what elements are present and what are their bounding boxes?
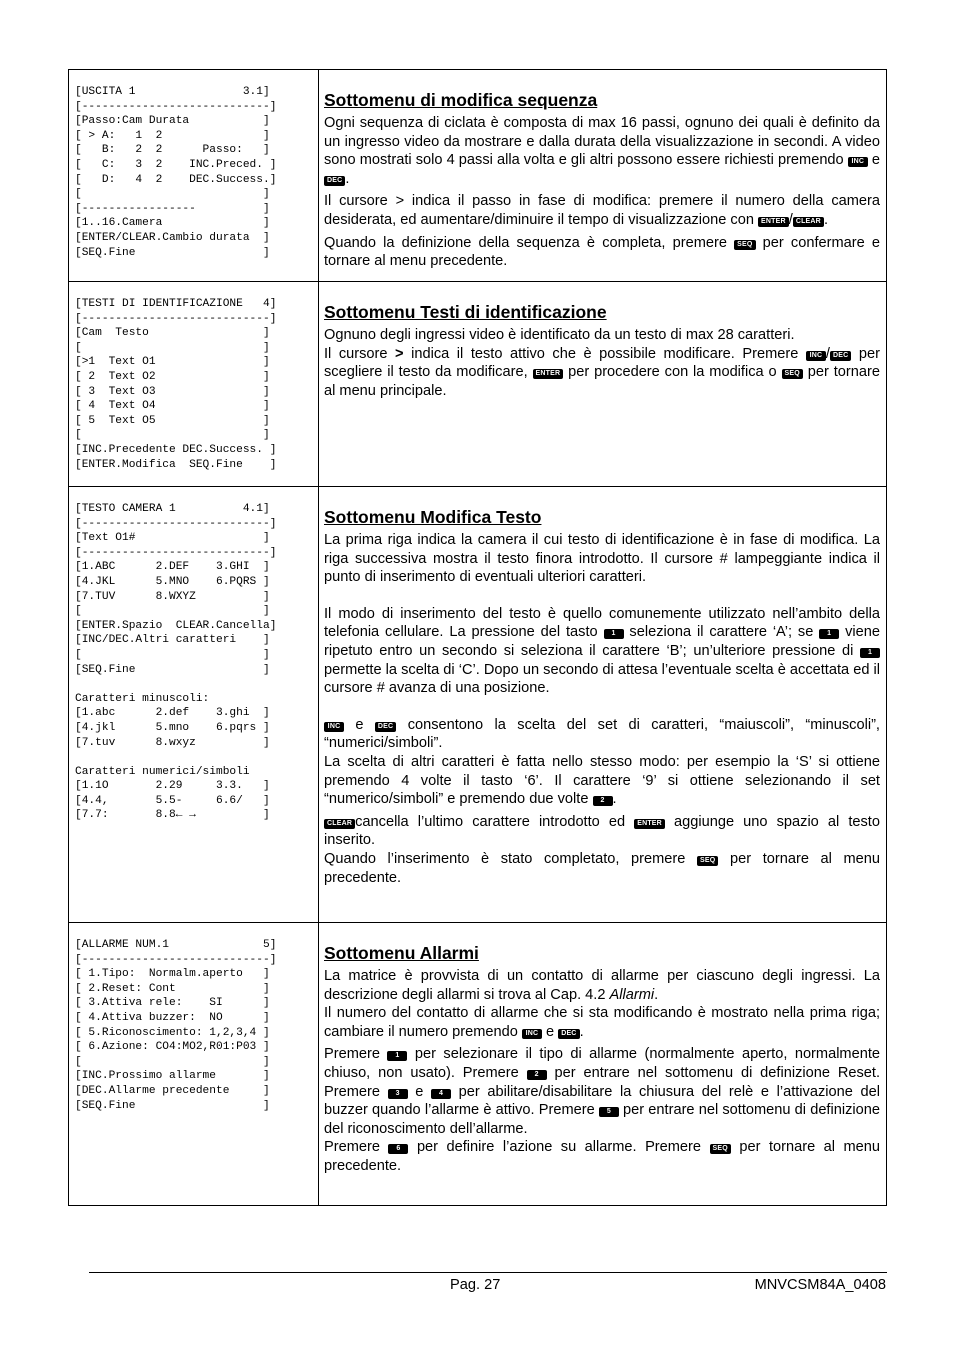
key-6-icon: 6 xyxy=(388,1144,408,1154)
enter-key-icon: ENTER xyxy=(634,819,665,829)
paragraph: Quando la definizione della sequenza è completa, premere SEQ per confermare e tornare al menu precedente. xyxy=(324,234,880,270)
key-1-icon: 1 xyxy=(860,648,880,658)
dec-key-icon: DEC xyxy=(830,351,851,361)
clear-key-icon: CLEAR xyxy=(793,217,824,227)
dec-key-icon: DEC xyxy=(324,176,345,186)
document-code: MNVCSM84A_0408 xyxy=(754,1277,886,1293)
description-cell xyxy=(319,487,887,923)
key-2-icon: 2 xyxy=(527,1070,547,1080)
paragraph: Il cursore > indica il testo attivo che è possibile modificare. Premere INC / DEC per scegliere il testo da modificare, ENTER per procedere con la modifica o SEQ per tornare al menu principale. xyxy=(324,345,880,399)
key-2-icon: 2 xyxy=(593,796,613,806)
paragraph: INC e DEC consentono la scelta del set di caratteri, “maiuscoli”, “minuscoli”, “numerici/simboli”. xyxy=(324,716,880,752)
dec-key-icon: DEC xyxy=(558,1029,579,1039)
screen-mockup: [ALLARME NUM.1 5] [----------------------------] [ 1.Tipo: Normalm.aperto ] [ 2.Reset: Cont ] [ 3.Attiva rele: SI ] [ 4.Attiva buzzer: NO ] [ 5.Riconoscimento: 1,2,3,4 ] [ 6.Azione: CO4:MO2,R01:P03 ] [ ] [INC.Prossimo allarme ] [DEC.Allarme precedente ] [SEQ.Fine ] xyxy=(75,939,277,1112)
section-title: Sottomenu Testi di identificazione xyxy=(324,302,607,322)
paragraph: Ognuno degli ingressi video è identificato da un testo di max 28 caratteri. xyxy=(324,327,795,343)
screen-cell xyxy=(69,487,319,923)
paragraph: Quando l’inserimento è stato completato, premere SEQ per tornare al menu precedente. xyxy=(324,850,880,886)
seq-key-icon: SEQ xyxy=(782,369,803,379)
inc-key-icon: INC xyxy=(522,1029,542,1039)
screen-cell xyxy=(69,70,319,282)
inc-key-icon: INC xyxy=(806,351,826,361)
clear-key-icon: CLEAR xyxy=(324,819,355,829)
manual-table xyxy=(68,69,887,1206)
description-cell xyxy=(319,70,887,282)
paragraph: Ogni sequenza di ciclata è composta di max 16 passi, ognuno dei quali è definito da un ingresso video da mostrare e dalla durata della visualizzazione in secondi. A video sono mostrati solo 4 passi alla volta e gli altri possono essere richiesti premendo INC e DEC . xyxy=(324,115,881,187)
paragraph: Il cursore > indica il passo in fase di modifica: premere il numero della camera desiderata, ed aumentare/diminuire il tempo di visualizzazione con ENTER / CLEAR . xyxy=(324,193,880,228)
key-1-icon: 1 xyxy=(604,629,624,639)
key-3-icon: 3 xyxy=(388,1089,408,1099)
section-title: Sottomenu Allarmi xyxy=(324,943,479,963)
section-title: Sottomenu Modifica Testo xyxy=(324,507,542,527)
screen-mockup: [TESTO CAMERA 1 4.1] [----------------------------] [Text O1# ] [----------------------------] [1.ABC 2.DEF 3.GHI ] [4.JKL 5.MNO 6.PQRS ] [7.TUV 8.WXYZ ] [ ] [ENTER.Spazio CLEAR.Cancella] [INC/DEC.Altri caratteri ] [ ] [SEQ.Fine ] Caratteri minuscoli: [1.abc 2.def 3.ghi ] [4.jkl 5.mno 6.pqrs ] [7.tuv 8.wxyz ] Caratteri numerici/simboli [1.1O 2.29 3.3. ] [4.4, 5.5- 6.6/ ] [7.7: 8.8← → ] xyxy=(75,503,277,822)
section-title: Sottomenu di modifica sequenza xyxy=(324,90,598,110)
dec-key-icon: DEC xyxy=(375,722,396,732)
paragraph: La matrice è provvista di un contatto di allarme per ciascuno degli ingressi. La descrizione degli allarmi si trova al Cap. 4.2 Allarmi. xyxy=(324,968,880,1003)
key-1-icon: 1 xyxy=(819,629,839,639)
enter-key-icon: ENTER xyxy=(533,369,564,379)
inc-key-icon: INC xyxy=(324,722,344,732)
section-allarmi xyxy=(69,923,887,1206)
section-testi xyxy=(69,282,887,487)
paragraph: Premere 6 per definire l’azione su allarme. Premere SEQ per tornare al menu precedente. xyxy=(324,1139,881,1174)
description-cell xyxy=(319,923,887,1206)
inc-key-icon: INC xyxy=(848,157,868,167)
key-5-icon: 5 xyxy=(599,1107,619,1117)
paragraph: Il modo di inserimento del testo è quello comunemente utilizzato nell’ambito della telefonia cellulare. La pressione del tasto 1 seleziona il carattere ‘A’; se 1 viene ripetuto entro un secondo si seleziona il carattere ‘B’; un’ulteriore pressione di 1 permette la scelta di ‘C’. Dopo un secondo di attesa l’eventuale scelta è accettata ed il cursore # avanza di una posizione. xyxy=(324,605,880,697)
screen-mockup: [USCITA 1 3.1] [----------------------------] [Passo:Cam Durata ] [ > A: 1 2 ] [ B: 2 2 Passo: ] [ C: 3 2 INC.Preced. ] [ D: 4 2 DEC.Success.] [ ] [----------------- ] [1..16.Camera ] [ENTER/CLEAR.Cambio durata ] [SEQ.Fine ] xyxy=(75,86,277,259)
paragraph: La scelta di altri caratteri è fatta nello stesso modo: per esempio la ‘S’ si ottiene premendo 4 volte il tasto ‘6’. Il carattere ‘9’ si ottiene selezionando il set “numerico/simboli” e premendo due volte 2 . xyxy=(324,753,880,808)
seq-key-icon: SEQ xyxy=(697,856,718,866)
screen-cell xyxy=(69,282,319,487)
paragraph: CLEAR cancella l’ultimo carattere introdotto ed ENTER aggiunge uno spazio al testo inserito. xyxy=(324,813,880,849)
footer-divider xyxy=(89,1272,887,1273)
screen-mockup: [TESTI DI IDENTIFICAZIONE 4] [----------------------------] [Cam Testo ] [ ] [>1 Text O1 ] [ 2 Text O2 ] [ 3 Text O3 ] [ 4 Text O4 ] [ 5 Text O5 ] [ ] [INC.Precedente DEC.Success. ] [ENTER.Modifica SEQ.Fine ] xyxy=(75,298,277,471)
description-cell xyxy=(319,282,887,487)
seq-key-icon: SEQ xyxy=(734,240,755,250)
key-1-icon: 1 xyxy=(387,1051,407,1061)
section-modifica-testo xyxy=(69,487,887,923)
seq-key-icon: SEQ xyxy=(710,1144,731,1154)
page-number: Pag. 27 xyxy=(450,1277,501,1293)
section-sequenza xyxy=(69,70,887,282)
screen-cell xyxy=(69,923,319,1206)
key-4-icon: 4 xyxy=(431,1089,451,1099)
paragraph: Il numero del contatto di allarme che si sta modificando è mostrato nella prima riga; cambiare il numero premendo INC e DEC . xyxy=(324,1005,880,1040)
enter-key-icon: ENTER xyxy=(758,217,789,227)
paragraph: La prima riga indica la camera il cui testo di identificazione è in fase di modifica. La riga successiva mostra il testo finora introdotto. Il cursore # lampeggiante indica il punto di inserimento di eventuali ulteriori caratteri. xyxy=(324,532,880,586)
paragraph: Premere 1 per selezionare il tipo di allarme (normalmente aperto, normalmente chiuso, non usato). Premere 2 per entrare nel sottomenu di definizione Reset. Premere 3 e 4 per abilitare/disabilitare la chiusura del relè e l’attivazione del buzzer quando l’allarme è attivo. Premere 5 per entrare nel sottomenu di definizione del riconoscimento dell’allarme. xyxy=(324,1046,881,1137)
